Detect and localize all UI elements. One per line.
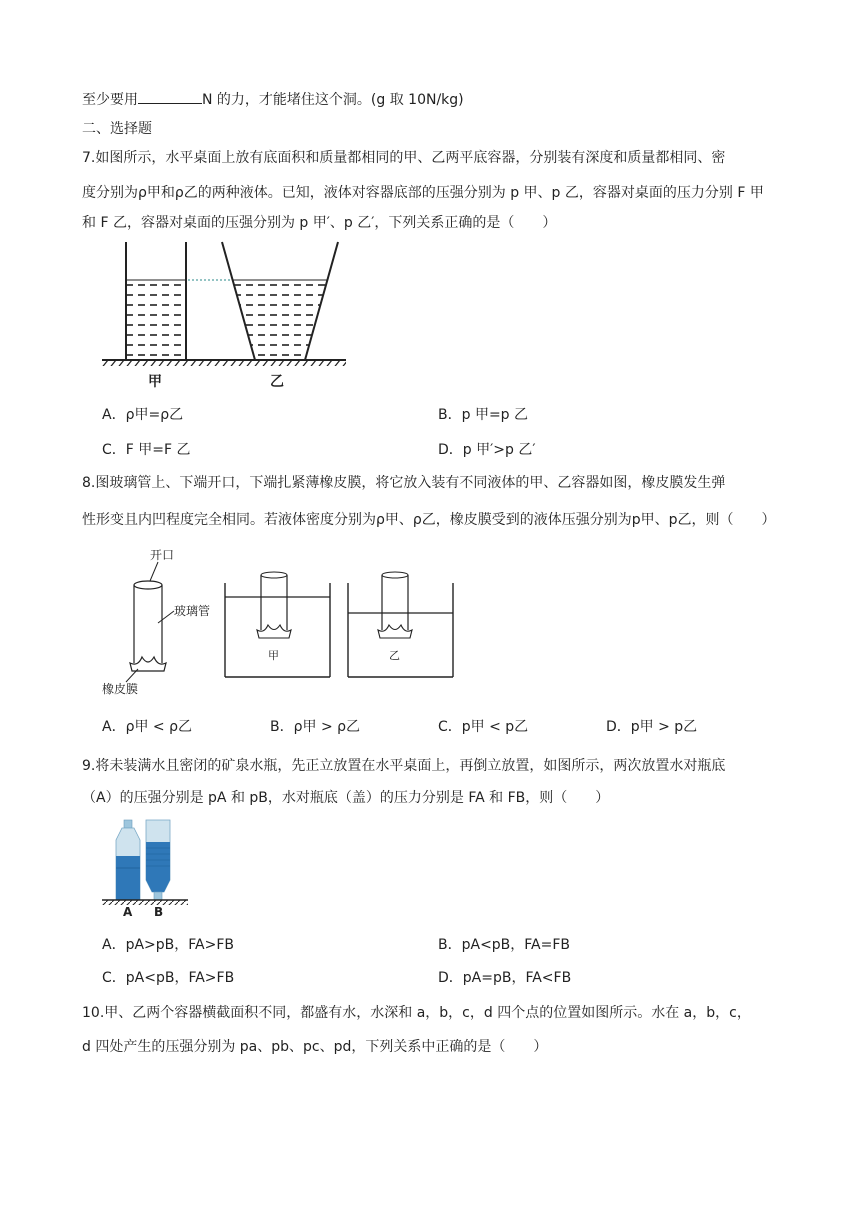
answer-blank[interactable] — [138, 89, 202, 104]
q8-stem-line2: 性形变且内凹程度完全相同。若液体密度分别为ρ甲、ρ乙，橡皮膜受到的液体压强分别为p甲、p乙，则（ ） — [82, 512, 776, 528]
q10-stem-line1: 10.甲、乙两个容器横截面积不同，都盛有水，水深和 a，b，c，d 四个点的位置如图所示。水在 a，b，c， — [82, 1005, 751, 1021]
q9-stem-line1: 9.将未装满水且密闭的矿泉水瓶，先正立放置在水平桌面上，再倒立放置，如图所示，两次放置水对瓶底 — [82, 758, 726, 774]
q10-stem-line2: d 四处产生的压强分别为 pa、pb、pc、pd，下列关系中正确的是（ ） — [82, 1039, 548, 1055]
q7-liquid-jia — [126, 280, 186, 360]
bottle-a — [116, 820, 140, 900]
q9-option-d[interactable]: D．pA=pB，FA<FB — [438, 970, 572, 986]
q9-label-b: B — [154, 905, 164, 919]
q8-option-c[interactable]: C．p甲 < p乙 — [438, 719, 529, 735]
q7-stem-line3: 和 F 乙，容器对桌面的压强分别为 p 甲′、p 乙′，下列关系正确的是（ ） — [82, 215, 557, 231]
q8-label-yi: 乙 — [389, 649, 400, 662]
q9-option-b[interactable]: B．pA<pB，FA=FB — [438, 937, 571, 953]
q8-option-b[interactable]: B．ρ甲 > ρ乙 — [270, 719, 361, 735]
q6-text-after: N 的力，才能堵住这个洞。(g 取 10N/kg) — [202, 92, 464, 108]
q7-label-yi: 乙 — [270, 374, 284, 390]
q7-option-d[interactable]: D．p 甲′>p 乙′ — [438, 442, 536, 458]
q9-figure — [100, 818, 190, 920]
bottle-b — [146, 820, 170, 900]
q7-stem-line2: 度分别为ρ甲和ρ乙的两种液体。已知，液体对容器底部的压强分别为 p 甲、p 乙，容器对桌面的压力分别 F 甲 — [82, 185, 764, 201]
q8-label-tube: 玻璃管 — [174, 604, 211, 618]
q7-option-a[interactable]: A．ρ甲=ρ乙 — [102, 407, 184, 423]
q8-label-jia: 甲 — [268, 649, 279, 662]
q8-stem-line1: 8.图玻璃管上、下端开口，下端扎紧薄橡皮膜，将它放入装有不同液体的甲、乙容器如图，橡皮膜发生弹 — [82, 475, 726, 491]
q9-option-a[interactable]: A．pA>pB，FA>FB — [102, 937, 234, 953]
q6-tail-line — [82, 89, 464, 110]
q7-label-jia: 甲 — [148, 374, 162, 390]
q7-option-c[interactable]: C．F 甲=F 乙 — [102, 442, 191, 458]
q8-label-membrane: 橡皮膜 — [102, 682, 139, 696]
q8-label-open: 开口 — [150, 548, 175, 562]
q9-label-a: A — [123, 905, 133, 919]
q8-figure — [100, 545, 460, 700]
q7-stem-line1: 7.如图所示，水平桌面上放有底面积和质量都相同的甲、乙两平底容器，分别装有深度和质量都相同、密 — [82, 150, 726, 166]
q8-option-d[interactable]: D．p甲 > p乙 — [606, 719, 698, 735]
q7-liquid-yi — [232, 280, 328, 358]
q8-membrane — [130, 657, 166, 671]
q7-figure — [100, 240, 350, 390]
q6-text-before: 至少要用 — [82, 92, 138, 108]
q7-option-b[interactable]: B．p 甲=p 乙 — [438, 407, 529, 423]
q9-stem-line2: （A）的压强分别是 pA 和 pB，水对瓶底（盖）的压力分别是 FA 和 FB，则（ ） — [82, 790, 610, 806]
section-heading: 二、选择题 — [82, 121, 152, 137]
q8-option-a[interactable]: A．ρ甲 < ρ乙 — [102, 719, 192, 735]
q9-option-c[interactable]: C．pA<pB，FA>FB — [102, 970, 235, 986]
